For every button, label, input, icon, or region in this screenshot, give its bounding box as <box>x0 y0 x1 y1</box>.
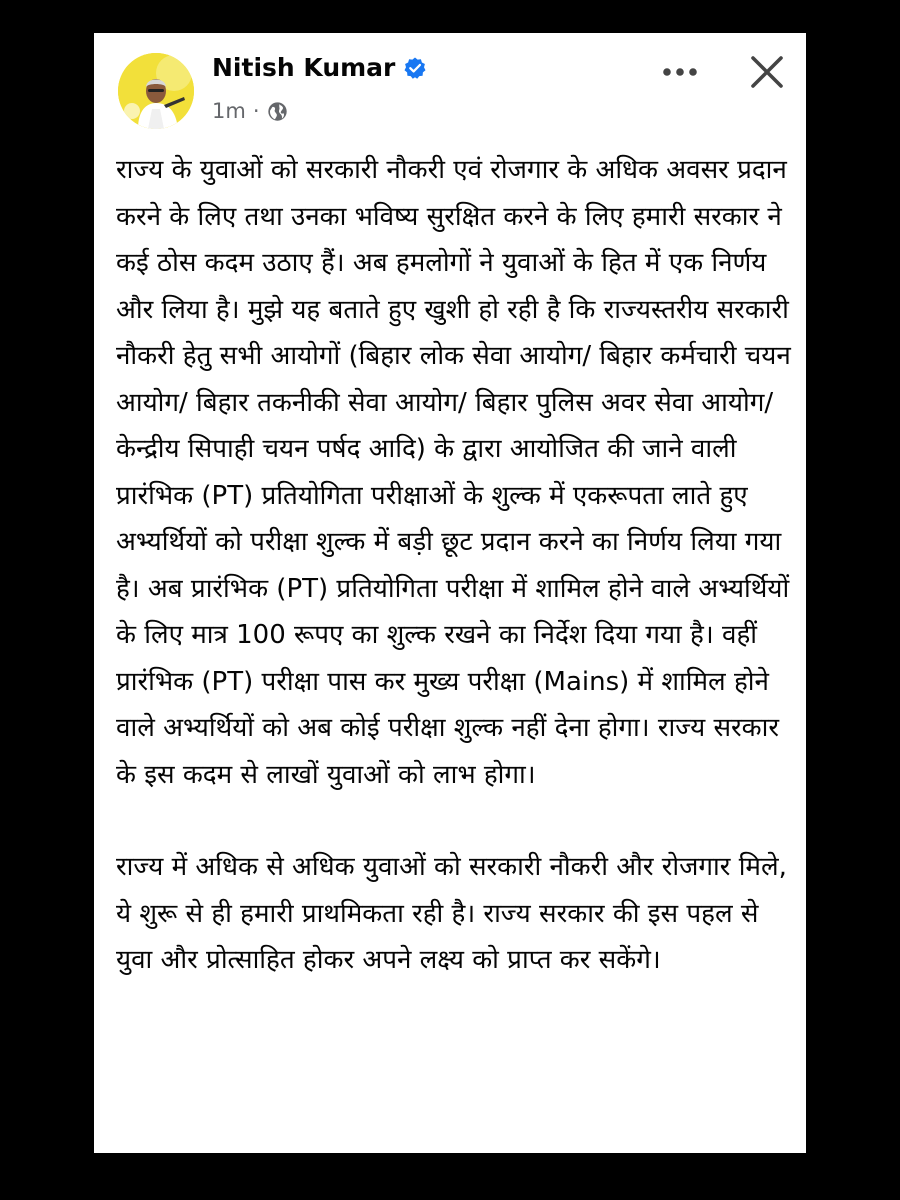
more-horizontal-icon <box>660 66 700 78</box>
close-icon <box>749 54 785 90</box>
post-meta <box>212 99 288 123</box>
post-body <box>116 147 792 984</box>
close-button[interactable] <box>744 49 790 95</box>
post-card <box>94 33 806 1153</box>
verified-badge-icon <box>403 56 427 80</box>
author-name-row <box>212 53 427 82</box>
avatar-photo <box>118 53 194 129</box>
post-header <box>94 33 806 143</box>
post-paragraph: राज्य में अधिक से अधिक युवाओं को सरकारी नौकरी और रोजगार मिले, ये शुरू से ही हमारी प्राथमिकता रही है। राज्य सरकार की इस पहल से युवा और प्रोत्साहित होकर अपने लक्ष्य को प्राप्त कर सकेंगे। <box>116 852 787 975</box>
post-time[interactable]: 1m <box>212 99 246 123</box>
globe-icon[interactable] <box>267 101 288 122</box>
author-name[interactable]: Nitish Kumar <box>212 53 396 82</box>
more-options-button[interactable] <box>658 57 702 87</box>
meta-separator: · <box>252 99 260 123</box>
bottom-navigation-bar <box>0 1180 900 1200</box>
post-paragraph: राज्य के युवाओं को सरकारी नौकरी एवं रोजगार के अधिक अवसर प्रदान करने के लिए तथा उनका भविष्य सुरक्षित करने के लिए हमारी सरकार ने कई ठोस कदम उठाए हैं। अब हमलोगों ने युवाओं के हित में एक निर्णय और लिया है। मुझे यह बताते हुए खुशी हो रही है कि राज्यस्तरीय सरकारी नौकरी हेतु सभी आयोगों (बिहार लोक सेवा आयोग/ बिहार कर्मचारी चयन आयोग/ बिहार तकनीकी सेवा आयोग/ बिहार पुलिस अवर सेवा आयोग/ केन्द्रीय सिपाही चयन पर्षद आदि) के द्वारा आयोजित की जाने वाली प्रारंभिक (PT) प्रतियोगिता परीक्षाओं के शुल्क में एकरूपता लाते हुए अभ्यर्थियों को परीक्षा शुल्क में बड़ी छूट प्रदान करने का निर्णय लिया गया है। अब प्रारंभिक (PT) प्रतियोगिता परीक्षा में शामिल होने वाले अभ्यर्थियों के लिए मात्र 100 रूपए का शुल्क रखने का निर्देश दिया गया है। वहीं प्रारंभिक (PT) परीक्षा पास कर मुख्य परीक्षा (Mains) में शामिल होने वाले अभ्यर्थियों को अब कोई परीक्षा शुल्क नहीं देना होगा। राज्य सरकार के इस कदम से लाखों युवाओं को लाभ होगा। <box>116 155 791 790</box>
avatar[interactable] <box>118 53 194 129</box>
